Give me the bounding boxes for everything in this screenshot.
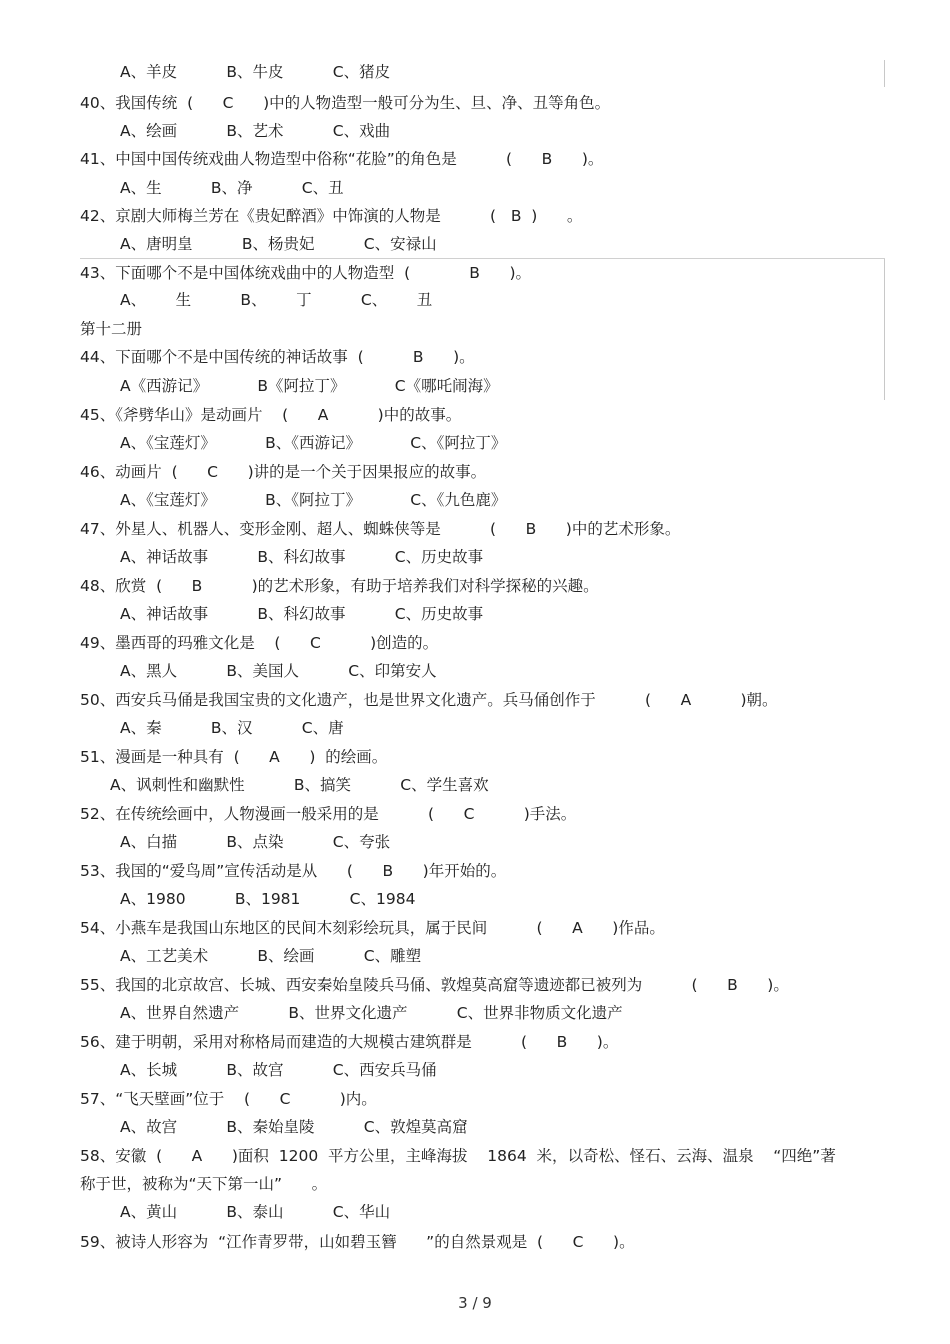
- options-line: A、生 B、净 C、丑: [120, 179, 344, 197]
- question-line: 45、《斧劈华山》是动画片 ( A )中的故事。: [80, 406, 462, 424]
- options-line: A、1980 B、1981 C、1984: [120, 890, 416, 908]
- options-line: A、神话故事 B、科幻故事 C、历史故事: [120, 548, 484, 566]
- question-line: 42、京剧大师梅兰芳在《贵妃醉酒》中饰演的人物是 ( B ) 。: [80, 207, 583, 225]
- options-line: A、唐明皇 B、杨贵妃 C、安禄山: [120, 235, 437, 253]
- options-line: A、故宫 B、秦始皇陵 C、敦煌莫高窟: [120, 1118, 468, 1136]
- options-line: A、讽刺性和幽默性 B、搞笑 C、学生喜欢: [110, 776, 489, 794]
- options-line: A、世界自然遗产 B、世界文化遗产 C、世界非物质文化遗产: [120, 1004, 623, 1022]
- question-line: 54、小燕车是我国山东地区的民间木刻彩绘玩具，属于民间 ( A )作品。: [80, 919, 665, 937]
- options-line: A、长城 B、故宫 C、西安兵马俑: [120, 1061, 437, 1079]
- options-line: A、羊皮 B、牛皮 C、猪皮: [120, 63, 391, 81]
- question-line: 40、我国传统 ( C )中的人物造型一般可分为生、旦、净、丑等角色。: [80, 94, 611, 112]
- question-line: 47、外星人、机器人、变形金刚、超人、蜘蛛侠等是 ( B )中的艺术形象。: [80, 520, 681, 538]
- question-line: 46、动画片 ( C )讲的是一个关于因果报应的故事。: [80, 463, 487, 481]
- options-line: A、工艺美术 B、绘画 C、雕塑: [120, 947, 422, 965]
- question-line: 41、中国中国传统戏曲人物造型中俗称“花脸”的角色是 ( B )。: [80, 150, 604, 168]
- options-line: A《西游记》 B《阿拉丁》 C《哪吒闹海》: [120, 377, 499, 395]
- question-line: 51、漫画是一种具有 ( A ) 的绘画。: [80, 748, 388, 766]
- page-number: 3 / 9: [458, 1294, 492, 1312]
- question-line: 57、“飞天壁画”位于 ( C )内。: [80, 1090, 377, 1108]
- options-line: A、黑人 B、美国人 C、印第安人: [120, 662, 437, 680]
- options-line: A、《宝莲灯》 B、《西游记》 C、《阿拉丁》: [120, 434, 507, 452]
- question-line: 44、下面哪个不是中国传统的神话故事 ( B )。: [80, 348, 475, 366]
- options-line: A、黄山 B、泰山 C、华山: [120, 1203, 391, 1221]
- section-heading: 第十二册: [80, 320, 143, 338]
- question-line: 50、西安兵马俑是我国宝贵的文化遗产，也是世界文化遗产。兵马俑创作于 ( A )朝。: [80, 691, 778, 709]
- options-line: A、 生 B、 丁 C、 丑: [120, 291, 433, 309]
- right-margin-rule-mid: [884, 258, 885, 400]
- options-line: A、白描 B、点染 C、夸张: [120, 833, 391, 851]
- question-line: 43、下面哪个不是中国体统戏曲中的人物造型 ( B )。: [80, 264, 531, 282]
- question-line: 53、我国的“爱鸟周”宣传活动是从 ( B )年开始的。: [80, 862, 507, 880]
- question-line: 48、欣赏 ( B )的艺术形象，有助于培养我们对科学探秘的兴趣。: [80, 577, 599, 595]
- question-line: 52、在传统绘画中，人物漫画一般采用的是 ( C )手法。: [80, 805, 577, 823]
- options-line: A、绘画 B、艺术 C、戏曲: [120, 122, 391, 140]
- question-line: 59、被诗人形容为 “江作青罗带，山如碧玉簪 ”的自然景观是 ( C )。: [80, 1233, 635, 1251]
- options-line: A、神话故事 B、科幻故事 C、历史故事: [120, 605, 484, 623]
- options-line: A、《宝莲灯》 B、《阿拉丁》 C、《九色鹿》: [120, 491, 507, 509]
- options-line: A、秦 B、汉 C、唐: [120, 719, 344, 737]
- question-line: 58、安徽 ( A )面积 1200 平方公里，主峰海拔 1864 米，以奇松、怪石、云海、温泉 “四绝”著: [80, 1147, 836, 1165]
- right-margin-rule-top: [884, 60, 885, 87]
- question-line: 55、我国的北京故宫、长城、西安秦始皇陵兵马俑、敦煌莫高窟等遗迹都已被列为 ( B )。: [80, 976, 789, 994]
- horizontal-rule: [80, 258, 885, 259]
- question-line: 49、墨西哥的玛雅文化是 ( C )创造的。: [80, 634, 439, 652]
- question-line: 56、建于明朝，采用对称格局而建造的大规模古建筑群是 ( B )。: [80, 1033, 619, 1051]
- question-line: 称于世，被称为“天下第一山” 。: [80, 1175, 328, 1193]
